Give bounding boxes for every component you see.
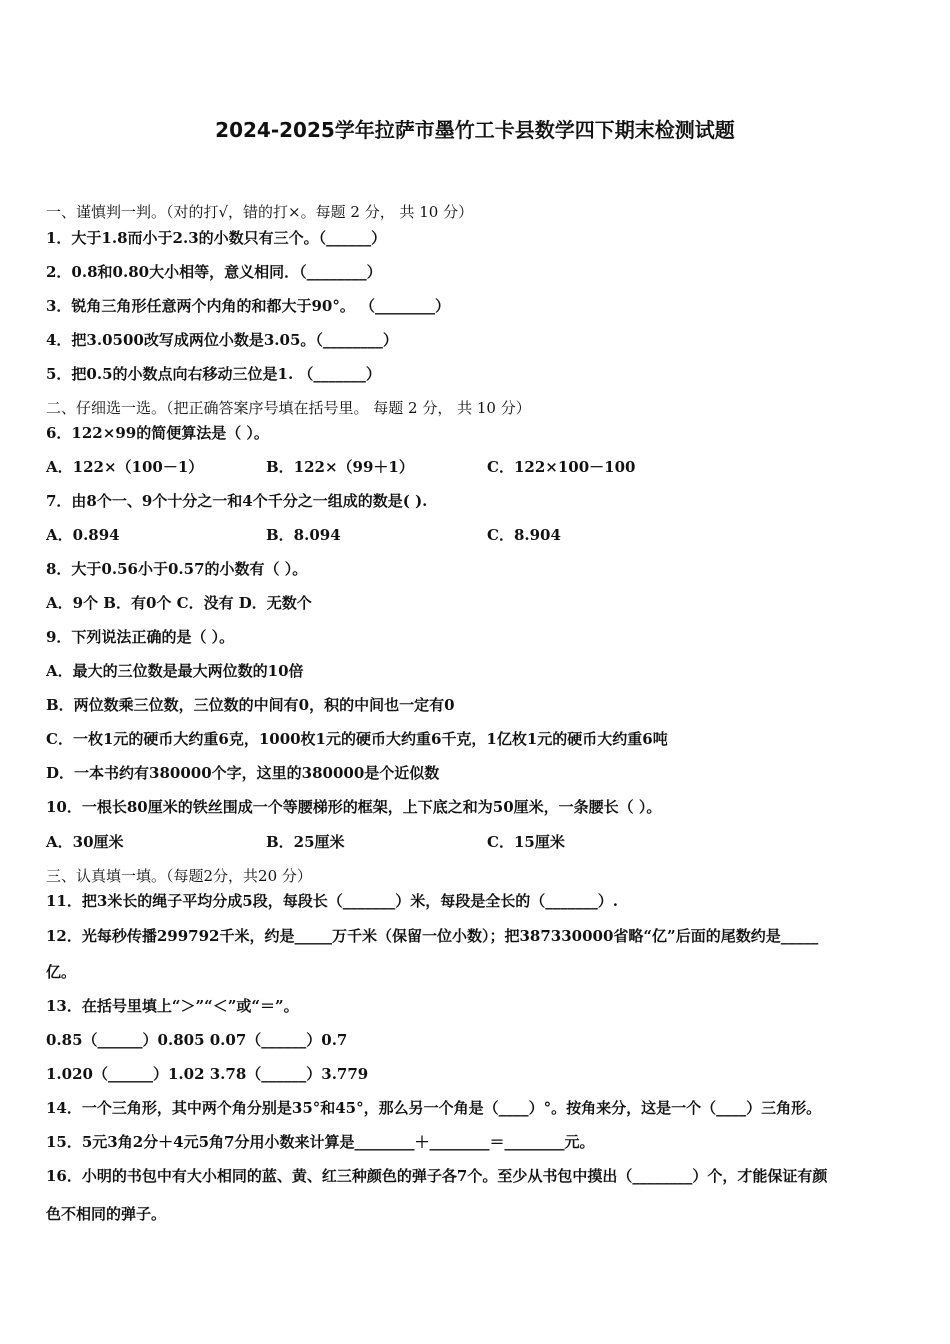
- question-5: 5．把0.5的小数点向右移动三位是1. （_______）: [46, 365, 381, 383]
- question-6-option-a: A．122×（100－1）: [46, 458, 204, 476]
- question-7-option-b: B．8.094: [266, 526, 341, 544]
- question-13-row-1: 0.85（______）0.805 0.07（______）0.7: [46, 1031, 348, 1049]
- question-1: 1．大于1.8而小于2.3的小数只有三个。（______）: [46, 229, 387, 247]
- question-9-option-b: B．两位数乘三位数，三位数的中间有0，积的中间也一定有0: [46, 696, 455, 714]
- question-4: 4．把3.0500改写成两位小数是3.05。（________）: [46, 331, 398, 349]
- question-9: 9．下列说法正确的是（ ）。: [46, 628, 235, 646]
- section-1-heading: 一、谨慎判一判。（对的打√，错的打×。每题 2 分， 共 10 分）: [46, 203, 474, 221]
- question-2: 2．0.8和0.80大小相等，意义相同．（________）: [46, 263, 382, 281]
- question-15: 15．5元3角2分＋4元5角7分用小数来计算是________＋________＝________元。: [46, 1133, 595, 1151]
- question-7: 7．由8个一、9个十分之一和4个千分之一组成的数是( ).: [46, 492, 428, 510]
- question-16-continued: 色不相同的弹子。: [46, 1205, 167, 1223]
- question-10-option-a: A．30厘米: [46, 833, 124, 851]
- question-10: 10．一根长80厘米的铁丝围成一个等腰梯形的框架，上下底之和为50厘米，一条腰长（ ）。: [46, 798, 662, 816]
- question-13-row-2: 1.020（______）1.02 3.78（______）3.779: [46, 1065, 369, 1083]
- question-7-option-a: A．0.894: [46, 526, 120, 544]
- question-9-option-d: D．一本书约有380000个字，这里的380000是个近似数: [46, 764, 440, 782]
- question-13: 13．在括号里填上“＞”“＜”或“＝”。: [46, 997, 299, 1015]
- section-2-heading: 二、仔细选一选。（把正确答案序号填在括号里。 每题 2 分， 共 10 分）: [46, 399, 531, 417]
- question-16: 16．小明的书包中有大小相同的蓝、黄、红三种颜色的弹子各7个。至少从书包中摸出（________）个，才能保证有颜: [46, 1167, 828, 1185]
- question-6-option-b: B．122×（99＋1）: [266, 458, 414, 476]
- question-6-option-c: C．122×100－100: [487, 458, 636, 476]
- question-3: 3．锐角三角形任意两个内角的和都大于90°。 （________）: [46, 297, 451, 315]
- section-3-heading: 三、认真填一填。（每题2分，共20 分）: [46, 867, 312, 885]
- question-10-option-c: C．15厘米: [487, 833, 565, 851]
- question-11: 11．把3米长的绳子平均分成5段，每段长（_______）米，每段是全长的（_______）.: [46, 892, 618, 910]
- question-6: 6．122×99的简便算法是（ ）。: [46, 424, 269, 442]
- page-title: 2024-2025学年拉萨市墨竹工卡县数学四下期末检测试题: [215, 118, 735, 142]
- question-7-option-c: C．8.904: [487, 526, 561, 544]
- question-8-options: A．9个 B．有0个 C．没有 D．无数个: [46, 594, 312, 612]
- question-14: 14．一个三角形，其中两个角分别是35°和45°，那么另一个角是（____）°。按角来分，这是一个（____）三角形。: [46, 1099, 822, 1117]
- question-12: 12．光每秒传播299792千米，约是_____万千米（保留一位小数）；把387330000省略“亿”后面的尾数约是_____: [46, 927, 819, 945]
- question-8: 8．大于0.56小于0.57的小数有（ ）。: [46, 560, 308, 578]
- question-9-option-c: C．一枚1元的硬币大约重6克，1000枚1元的硬币大约重6千克，1亿枚1元的硬币大约重6吨: [46, 730, 668, 748]
- question-12-continued: 亿。: [46, 963, 77, 981]
- question-9-option-a: A．最大的三位数是最大两位数的10倍: [46, 662, 304, 680]
- question-10-option-b: B．25厘米: [266, 833, 345, 851]
